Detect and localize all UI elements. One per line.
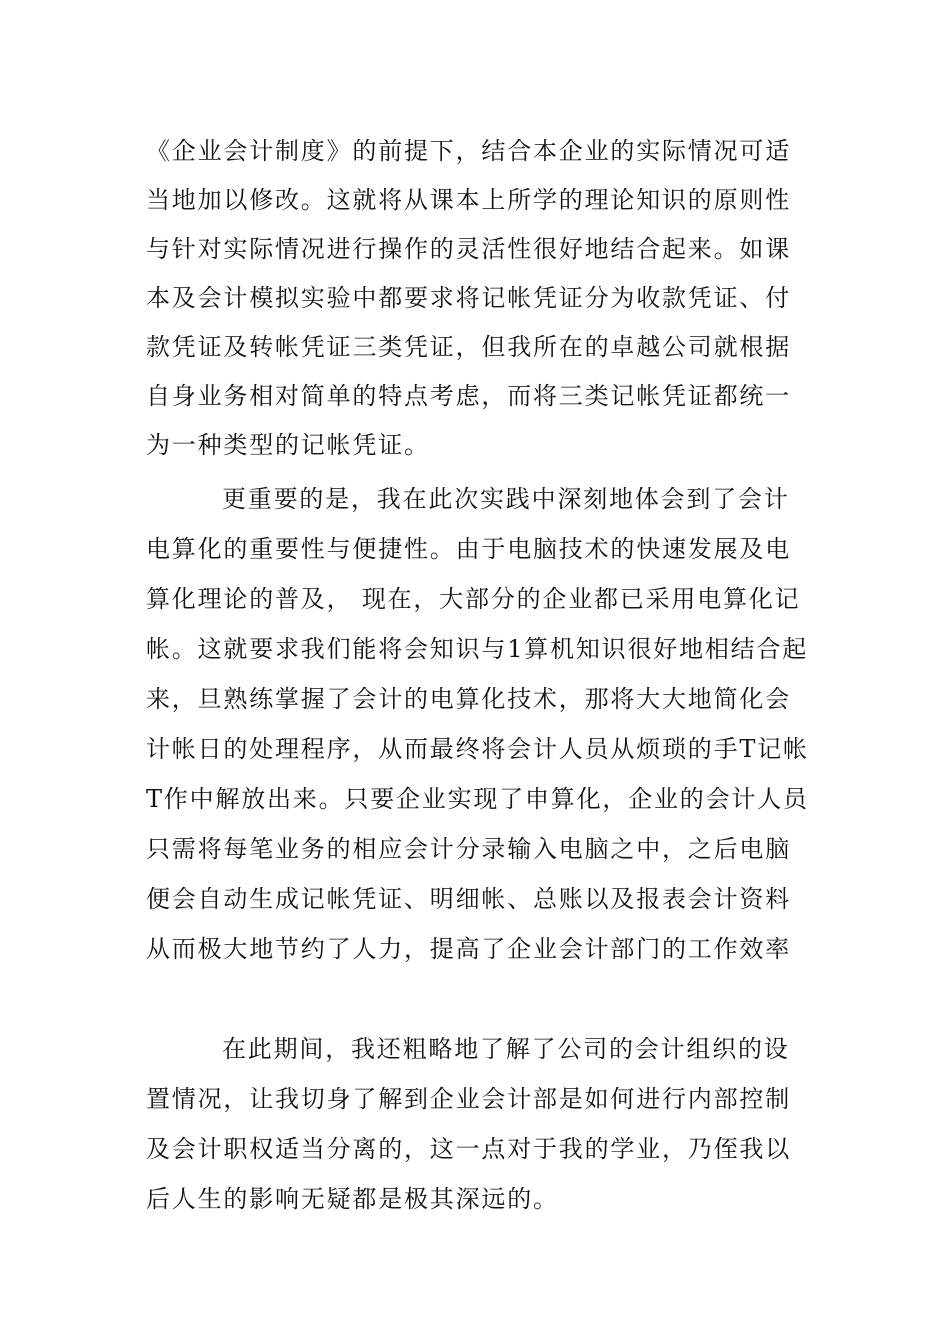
paragraph-2-line-5: 来，旦熟练掌握了会计的电算化技术，那将大大地简化会 [146,685,791,713]
paragraph-2-line-1: 更重要的是，我在此次实践中深刻地体会到了会计 [222,485,790,513]
paragraph-2-line-10: 从而极大地节约了人力，提高了企业会计部门的工作效率 [146,935,791,963]
paragraph-1-line-6: 自身业务相对简单的特点考虑，而将三类记帐凭证都统一 [146,382,791,410]
paragraph-3-line-2: 置情况，让我切身了解到企业会计部是如何进行内部控制 [146,1085,791,1113]
paragraph-1-line-4: 本及会计模拟实验中都要求将记帐凭证分为收款凭证、付 [146,284,791,312]
paragraph-1-line-7: 为一种类型的记帐凭证。 [146,431,430,459]
paragraph-3-line-3: 及会计职权适当分离的，这一点对于我的学业，乃侄我以 [146,1135,791,1163]
paragraph-3-line-1: 在此期间，我还粗略地了解了公司的会计组织的设 [222,1035,790,1063]
paragraph-1-line-5: 款凭证及转帐凭证三类凭证，但我所在的卓越公司就根据 [146,333,791,361]
paragraph-2-line-9: 便会自动生成记帐凭证、明细帐、总账以及报表会计资料 [146,885,791,913]
paragraph-2-line-7: T作中解放出来。只要企业实现了申算化，企业的会计人员 [146,785,809,813]
paragraph-3-line-4: 后人生的影响无疑都是极其深远的。 [146,1185,559,1213]
paragraph-1-line-2: 当地加以修改。这就将从课本上所学的理论知识的原则性 [146,186,791,214]
paragraph-2-line-8: 只需将每笔业务的相应会计分录输入电脑之中，之后电脑 [146,835,791,863]
paragraph-2-line-2: 电算化的重要性与便捷性。由于电脑技术的快速发展及电 [146,535,791,563]
paragraph-2-line-4: 帐。这就要求我们能将会知识与1算机知识很好地相结合起 [146,635,809,663]
paragraph-2-line-6: 计帐日的处理程序，从而最终将会计人员从烦琐的手T记帐 [146,735,809,763]
paragraph-1-line-1: 《企业会计制度》的前提下，结合本企业的实际情况可适 [146,137,791,165]
paragraph-2-line-3: 算化理论的普及， 现在，大部分的企业都已采用电算化记 [146,585,801,613]
paragraph-1-line-3: 与针对实际情况进行操作的灵活性很好地结合起来。如课 [146,235,791,263]
